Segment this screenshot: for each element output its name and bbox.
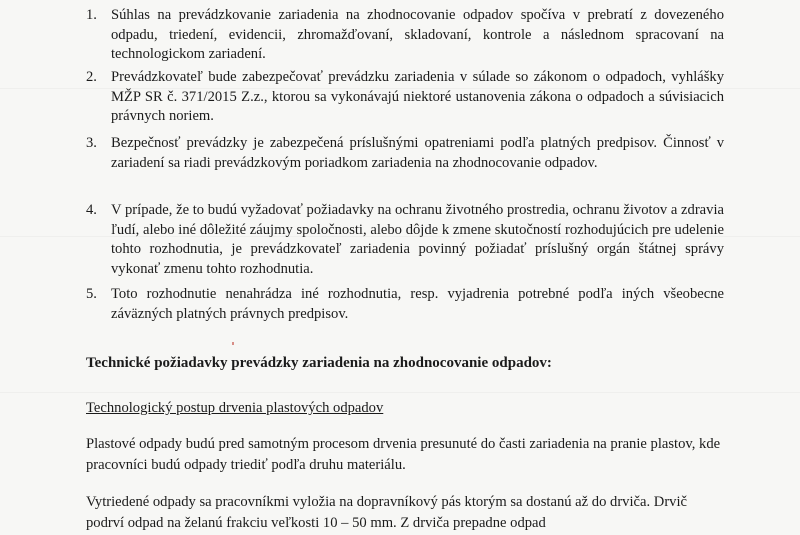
body-paragraph: Plastové odpady budú pred samotným procesom drvenia presunuté do časti zariadenia na pranie plastov, kde pracovníci budú odpady triediť podľa druhu materiálu. [86, 436, 721, 473]
list-item-number: 5. [86, 286, 97, 302]
list-item [86, 201, 724, 279]
body-paragraph: Vytriedené odpady sa pracovníkmi vyložia na dopravníkový pás ktorým sa dostanú až do drviča. Drvič podrví odpad na želanú frakciu veľkosti 10 – 50 mm. Z drviča prepadne odpad [86, 494, 688, 531]
list-item-number: 3. [86, 135, 97, 151]
list-item-number: 4. [86, 202, 97, 218]
list-item [86, 6, 724, 65]
list-item-text: Súhlas na prevádzkovanie zariadenia na zhodnocovanie odpadov spočíva v prebratí z dovezeného odpadu, triedení, evidencii, zhromažďovaní, skladovaní, kontrole a následnom spracovaní na technologickom zariadení. [111, 7, 724, 62]
list-item-text: Prevádzkovateľ bude zabezpečovať prevádzku zariadenia v súlade so zákonom o odpadoch, vyhlášky MŽP SR č. 371/2015 Z.z., ktorou sa vykonávajú niektoré ustanovenia zákona o odpadoch a súvisiacich právnych noriem. [111, 69, 724, 124]
list-item-text: Toto rozhodnutie nenahrádza iné rozhodnutia, resp. vyjadrenia potrebné podľa iných všeobecne záväzných platných právnych predpisov. [111, 286, 724, 322]
list-item [86, 134, 724, 173]
list-item [86, 285, 724, 324]
list-item-text: Bezpečnosť prevádzky je zabezpečená príslušnými opatreniami podľa platných predpisov. Činnosť v zariadení sa riadi prevádzkovým poriadkom zariadenia na zhodnocovanie odpadov. [111, 135, 724, 171]
section-subheading: Technologický postup drvenia plastových odpadov [86, 400, 384, 416]
ink-speck [232, 342, 234, 345]
list-item-text: V prípade, že to budú vyžadovať požiadavky na ochranu životného prostredia, ochranu životov a zdravia ľudí, alebo iné dôležité záujmy spoločnosti, alebo dôjde k zmene skutočností rozhodujúcich pre udelenie tohto rozhodnutia, je prevádzkovateľ zariadenia povinný požiadať príslušný orgán štátnej správy vykonať zmenu tohto rozhodnutia. [111, 202, 724, 277]
bleed-through-line [0, 392, 800, 393]
list-item-number: 1. [86, 7, 97, 23]
section-heading: Technické požiadavky prevádzky zariadenia na zhodnocovanie odpadov: [86, 355, 552, 371]
list-item [86, 68, 724, 127]
list-item-number: 2. [86, 69, 97, 85]
